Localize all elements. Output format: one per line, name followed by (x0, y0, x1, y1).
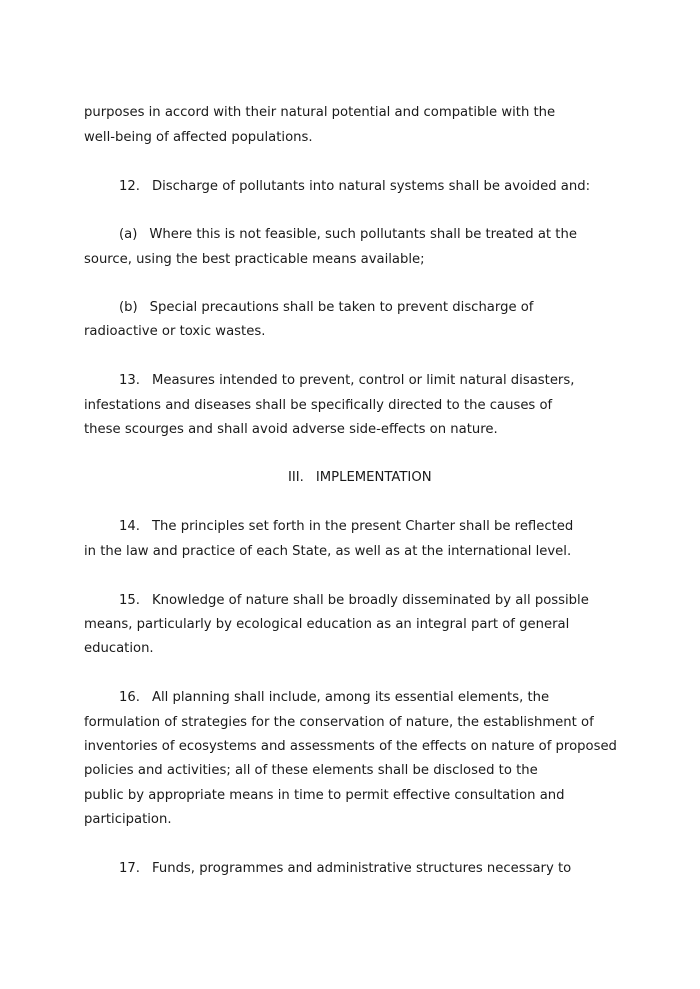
paragraph-17-line-1 (119, 857, 571, 881)
paragraph-14-line-1 (119, 515, 573, 539)
paragraph-16-line-2: formulation of strategies for the conservation of nature, the establishment of (84, 715, 594, 730)
paragraph-text: Where this is not feasible, such pollutants shall be treated at the (149, 227, 577, 242)
paragraph-12a-line-1 (119, 223, 577, 247)
paragraph-15-line-2: means, particularly by ecological education as an integral part of general (84, 617, 570, 632)
paragraph-number: 16. (119, 690, 140, 705)
paragraph-text: All planning shall include, among its essential elements, the (151, 690, 550, 705)
paragraph-16-line-6: participation. (84, 812, 172, 827)
section-title: IMPLEMENTATION (315, 470, 432, 485)
subparagraph-label: (b) (119, 300, 138, 315)
paragraph-text: Funds, programmes and administrative structures necessary to (151, 861, 572, 876)
section-heading (288, 466, 432, 490)
paragraph-11-line-1: purposes in accord with their natural potential and compatible with the (84, 105, 556, 120)
paragraph-13-line-3: these scourges and shall avoid adverse side-effects on nature. (84, 422, 498, 437)
paragraph-16-line-3: inventories of ecosystems and assessments of the effects on nature of proposed (84, 739, 617, 754)
paragraph-number: 15. (119, 593, 140, 608)
paragraph-12b-line-1 (119, 296, 533, 320)
paragraph-15-line-3: education. (84, 641, 154, 656)
paragraph-number: 12. (119, 179, 140, 194)
paragraph-15-line-1 (119, 589, 589, 613)
paragraph-16-line-1 (119, 686, 549, 710)
paragraph-13-line-2: infestations and diseases shall be specifically directed to the causes of (84, 398, 553, 413)
paragraph-14-line-2: in the law and practice of each State, as well as at the international level. (84, 544, 572, 559)
paragraph-13-line-1 (119, 369, 574, 393)
paragraph-text: Special precautions shall be taken to prevent discharge of (149, 300, 534, 315)
paragraph-text: Discharge of pollutants into natural systems shall be avoided and: (151, 179, 591, 194)
paragraph-number: 17. (119, 861, 140, 876)
paragraph-text: Measures intended to prevent, control or limit natural disasters, (151, 373, 575, 388)
paragraph-16-line-4: policies and activities; all of these elements shall be disclosed to the (84, 763, 538, 778)
paragraph-12-line-1 (119, 175, 590, 199)
paragraph-text: The principles set forth in the present Charter shall be reflected (151, 519, 574, 534)
paragraph-12a-line-2: source, using the best practicable means available; (84, 252, 425, 267)
section-numeral: III. (288, 470, 304, 485)
paragraph-11-line-2: well-being of affected populations. (84, 130, 313, 145)
paragraph-number: 14. (119, 519, 140, 534)
paragraph-number: 13. (119, 373, 140, 388)
paragraph-12b-line-2: radioactive or toxic wastes. (84, 324, 266, 339)
paragraph-text: Knowledge of nature shall be broadly disseminated by all possible (151, 593, 589, 608)
subparagraph-label: (a) (119, 227, 138, 242)
paragraph-16-line-5: public by appropriate means in time to permit effective consultation and (84, 788, 565, 803)
